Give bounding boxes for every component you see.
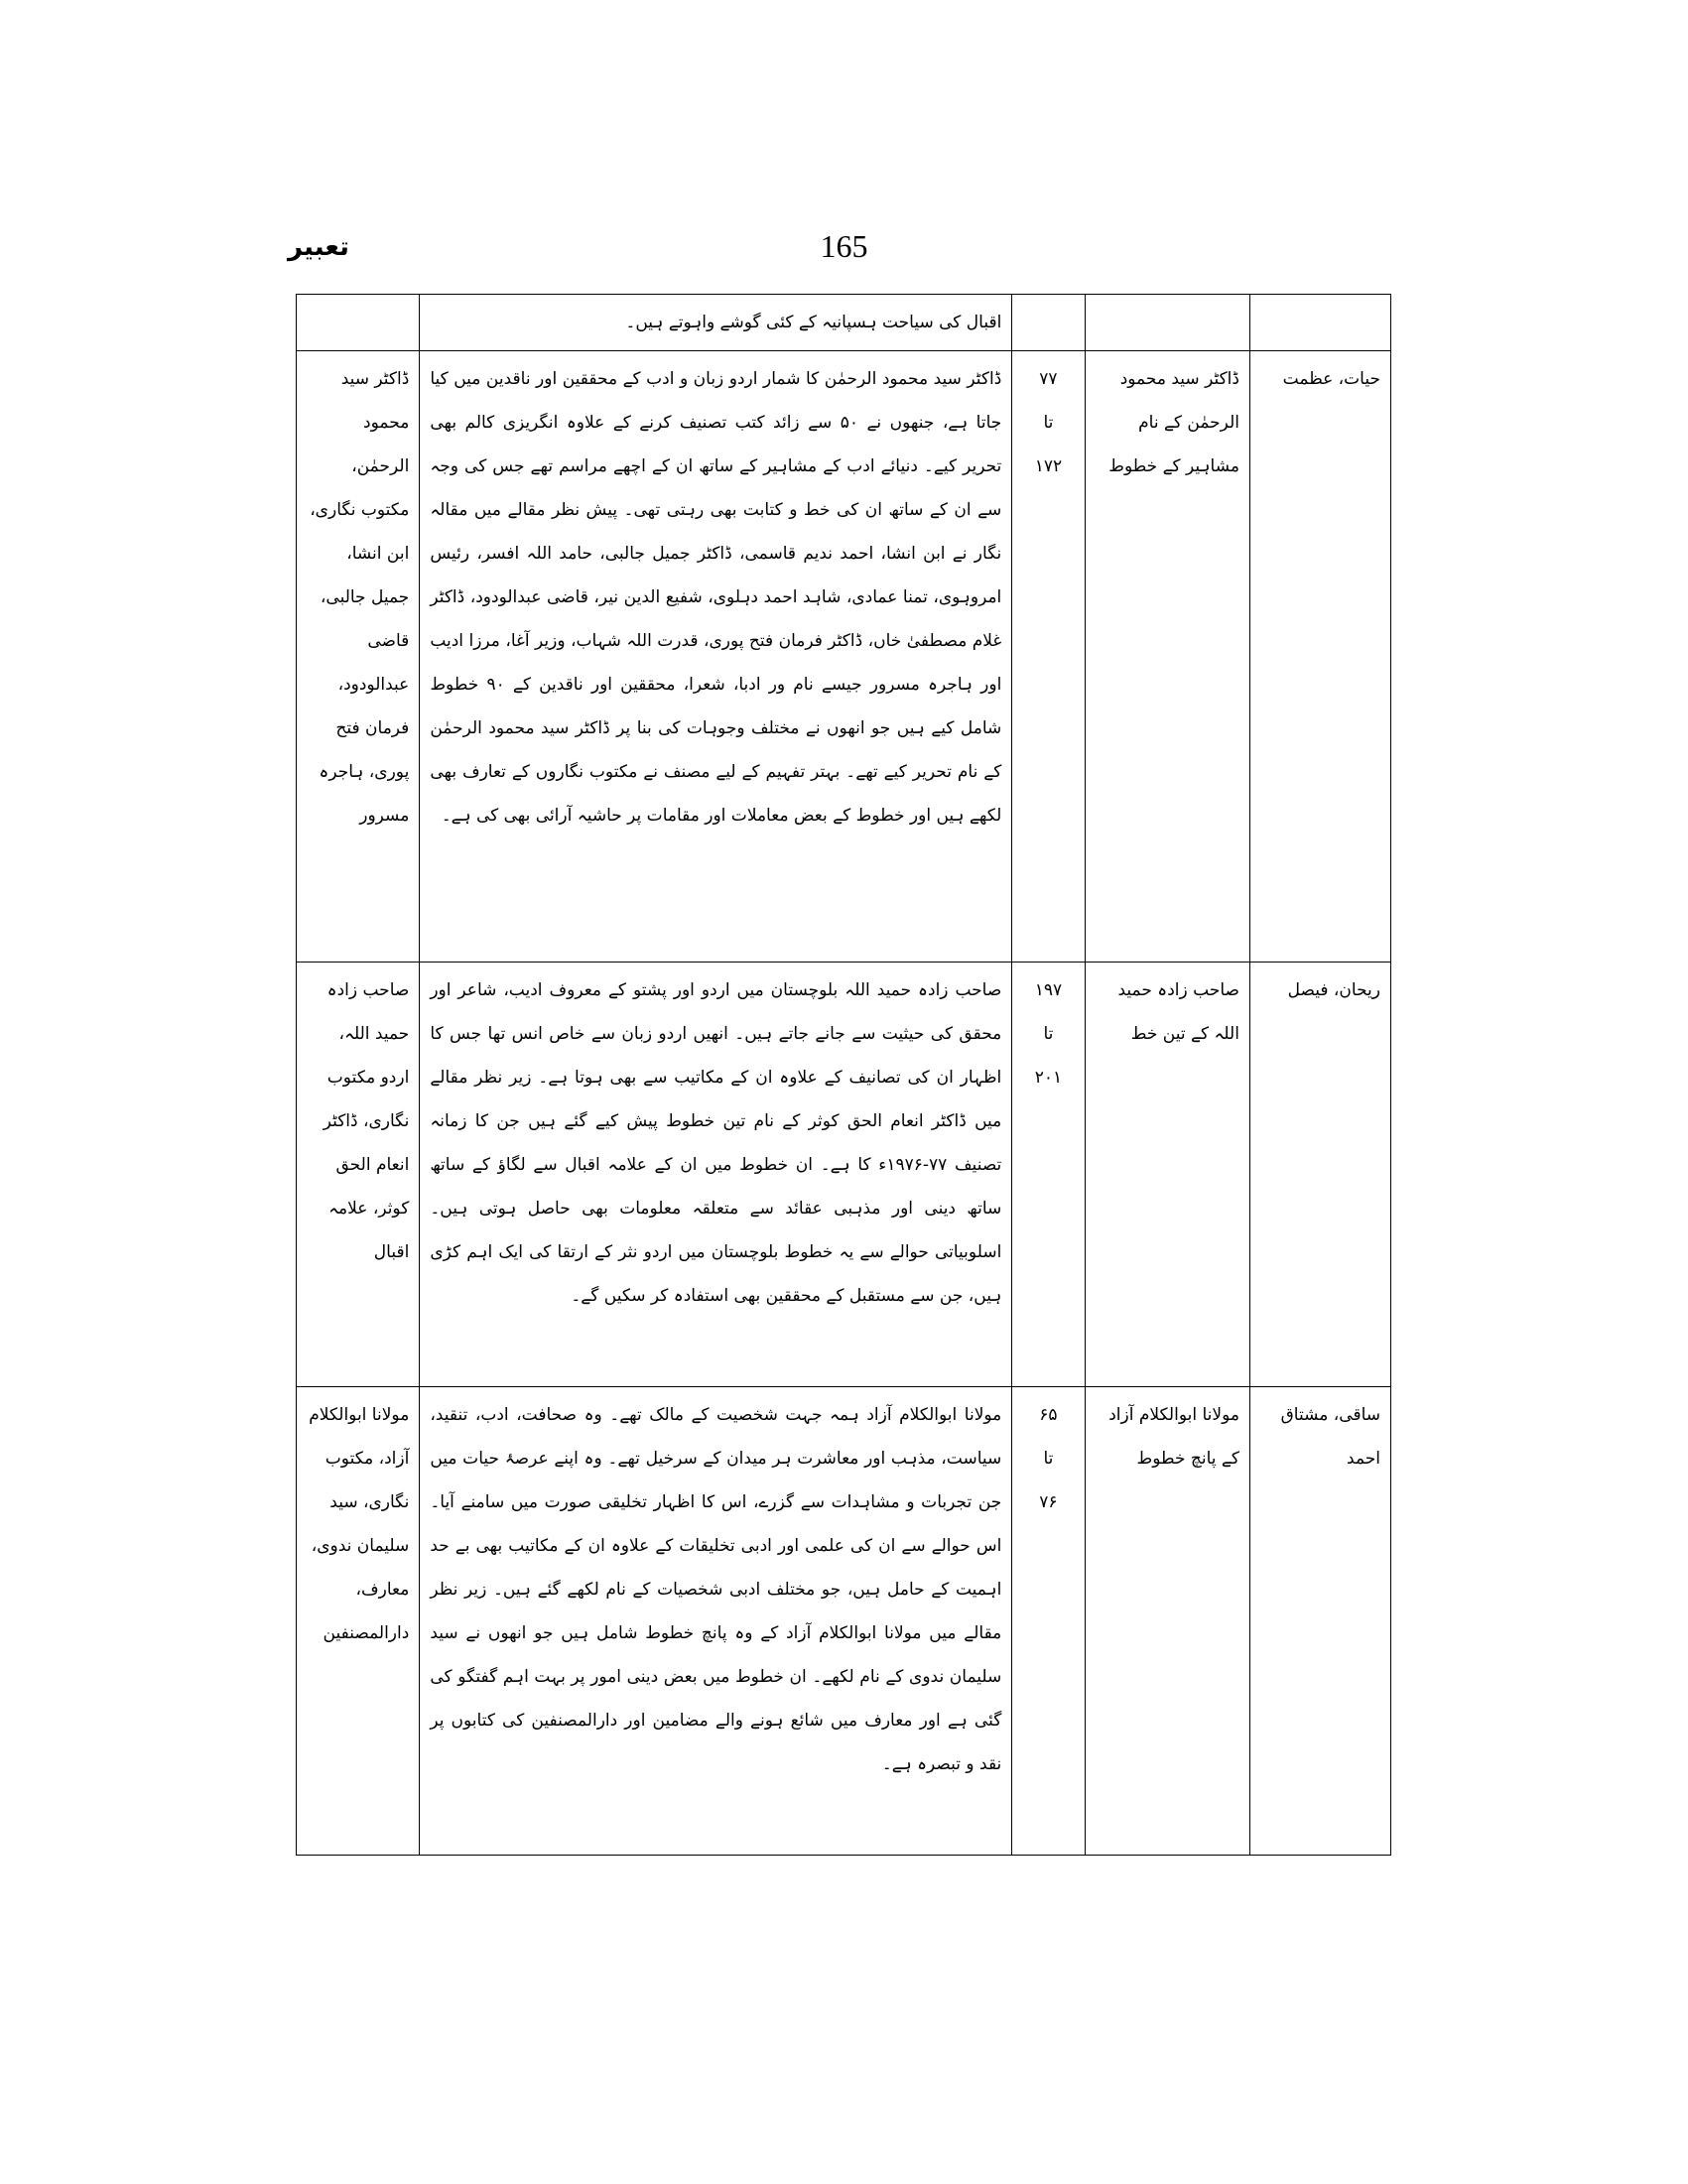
cell-authors: ریحان، فیصل bbox=[1249, 963, 1390, 1387]
cell-pages bbox=[1012, 1387, 1085, 1856]
pages-end: ۷۶ bbox=[1039, 1492, 1058, 1512]
pages-separator: تا bbox=[1043, 1024, 1054, 1044]
cell-summary: مولانا ابوالکلام آزاد ہمہ جہت شخصیت کے مالک تھے۔ وہ صحافت، ادب، تنقید، سیاست، مذہب اور معاشرت ہر میدان کے سرخیل تھے۔ وہ اپنے عرصۂ حیات میں جن تجربات و مشاہدات سے گزرے، اس کا اظہار تخلیقی صورت میں سامنے آیا۔ اس حوالے سے ان کی علمی اور ادبی تخلیقات کے علاوہ ان کے مکاتیب بھی بے حد اہمیت کے حامل ہیں، جو مختلف ادبی شخصیات کے نام لکھے گئے ہیں۔ زیر نظر مقالے میں مولانا ابوالکلام آزاد کے وہ پانچ خطوط شامل ہیں جو انھوں نے سید سلیمان ندوی کے نام لکھے۔ ان خطوط میں بعض دینی امور پر بہت اہم گفتگو کی گئی ہے اور معارف میں شائع ہونے والے مضامین اور دارالمصنفین کی کتابوں پر نقد و تبصرہ ہے۔ bbox=[420, 1387, 1012, 1856]
cell-keywords: ڈاکٹر سید محمود الرحمٰن، مکتوب نگاری، ابن انشا، جمیل جالبی، قاضی عبدالودود، فرمان فتح پوری، ہاجرہ مسرور bbox=[297, 351, 420, 963]
table-row bbox=[297, 351, 1391, 963]
table-row bbox=[297, 295, 1391, 351]
cell-pages bbox=[1012, 351, 1085, 963]
pages-separator: تا bbox=[1043, 413, 1054, 433]
cell-authors bbox=[1249, 295, 1390, 351]
cell-pages bbox=[1012, 295, 1085, 351]
cell-summary: صاحب زادہ حمید اللہ بلوچستان میں اردو اور پشتو کے معروف ادیب، شاعر اور محقق کی حیثیت سے جانے جاتے ہیں۔ انھیں اردو زبان سے خاص انس تھا جس کا اظہار ان کی تصانیف کے علاوہ ان کے مکاتیب سے بھی ہوتا ہے۔ زیر نظر مقالے میں ڈاکٹر انعام الحق کوثر کے نام تین خطوط پیش کیے گئے ہیں جن کا زمانہ تصنیف ۷۷-۱۹۷۶ء کا ہے۔ ان خطوط میں ان کے علامہ اقبال سے لگاؤ کے ساتھ ساتھ دینی اور مذہبی عقائد سے متعلقہ معلومات بھی حاصل ہوتی ہیں۔ اسلوبیاتی حوالے سے یہ خطوط بلوچستان میں اردو نثر کے ارتقا کی ایک اہم کڑی ہیں، جن سے مستقبل کے محققین بھی استفادہ کر سکیں گے۔ bbox=[420, 963, 1012, 1387]
table-row bbox=[297, 963, 1391, 1387]
cell-title: ڈاکٹر سید محمود الرحمٰن کے نام مشاہیر کے خطوط bbox=[1085, 351, 1249, 963]
cell-summary: اقبال کی سیاحت ہسپانیہ کے کئی گوشے واہوتے ہیں۔ bbox=[420, 295, 1012, 351]
pages-start: ۷۷ bbox=[1039, 369, 1058, 389]
table-row bbox=[297, 1387, 1391, 1856]
cell-keywords bbox=[297, 295, 420, 351]
pages-start: ۱۹۷ bbox=[1034, 980, 1063, 1000]
articles-index-table bbox=[296, 294, 1391, 1856]
pages-end: ۲۰۱ bbox=[1034, 1068, 1063, 1088]
pages-start: ۶۵ bbox=[1039, 1405, 1058, 1425]
cell-summary: ڈاکٹر سید محمود الرحمٰن کا شمار اردو زبان و ادب کے محققین اور ناقدین میں کیا جاتا ہے، جنھوں نے ۵۰ سے زائد کتب تصنیف کرنے کے علاوہ انگریزی کالم بھی تحریر کیے۔ دنیائے ادب کے مشاہیر کے ساتھ ان کے اچھے مراسم تھے جس کی وجہ سے ان کے ساتھ ان کی خط و کتابت بھی رہتی تھی۔ پیش نظر مقالے میں مقالہ نگار نے ابن انشا، احمد ندیم قاسمی، ڈاکٹر جمیل جالبی، حامد اللہ افسر، رئیس امروہوی، تمنا عمادی، شاہد احمد دہلوی، شفیع الدین نیر، قاضی عبدالودود، ڈاکٹر غلام مصطفیٰ خاں، ڈاکٹر فرمان فتح پوری، قدرت اللہ شہاب، وزیر آغا، مرزا ادیب اور ہاجرہ مسرور جیسے نام ور ادبا، شعرا، محققین اور ناقدین کے ۹۰ خطوط شامل کیے ہیں جو انھوں نے مختلف وجوہات کی بنا پر ڈاکٹر سید محمود الرحمٰن کے نام تحریر کیے تھے۔ بہتر تفہیم کے لیے مصنف نے مکتوب نگاروں کے تعارف بھی لکھے ہیں اور خطوط کے بعض معاملات اور مقامات پر حاشیہ آرائی بھی کی ہے۔ bbox=[420, 351, 1012, 963]
cell-authors: ساقی، مشتاق احمد bbox=[1249, 1387, 1390, 1856]
cell-title bbox=[1085, 295, 1249, 351]
cell-authors: حیات، عظمت bbox=[1249, 351, 1390, 963]
cell-pages bbox=[1012, 963, 1085, 1387]
cell-keywords: مولانا ابوالکلام آزاد، مکتوب نگاری، سید سلیمان ندوی، معارف، دارالمصنفین bbox=[297, 1387, 420, 1856]
pages-end: ۱۷۲ bbox=[1034, 456, 1063, 476]
page-number: 165 bbox=[820, 228, 868, 264]
journal-title: تعبیر bbox=[288, 232, 349, 262]
cell-title: مولانا ابوالکلام آزاد کے پانچ خطوط bbox=[1085, 1387, 1249, 1856]
cell-keywords: صاحب زادہ حمید اللہ، اردو مکتوب نگاری، ڈاکٹر انعام الحق کوثر، علامہ اقبال bbox=[297, 963, 420, 1387]
pages-separator: تا bbox=[1043, 1449, 1054, 1469]
cell-title: صاحب زادہ حمید اللہ کے تین خط bbox=[1085, 963, 1249, 1387]
